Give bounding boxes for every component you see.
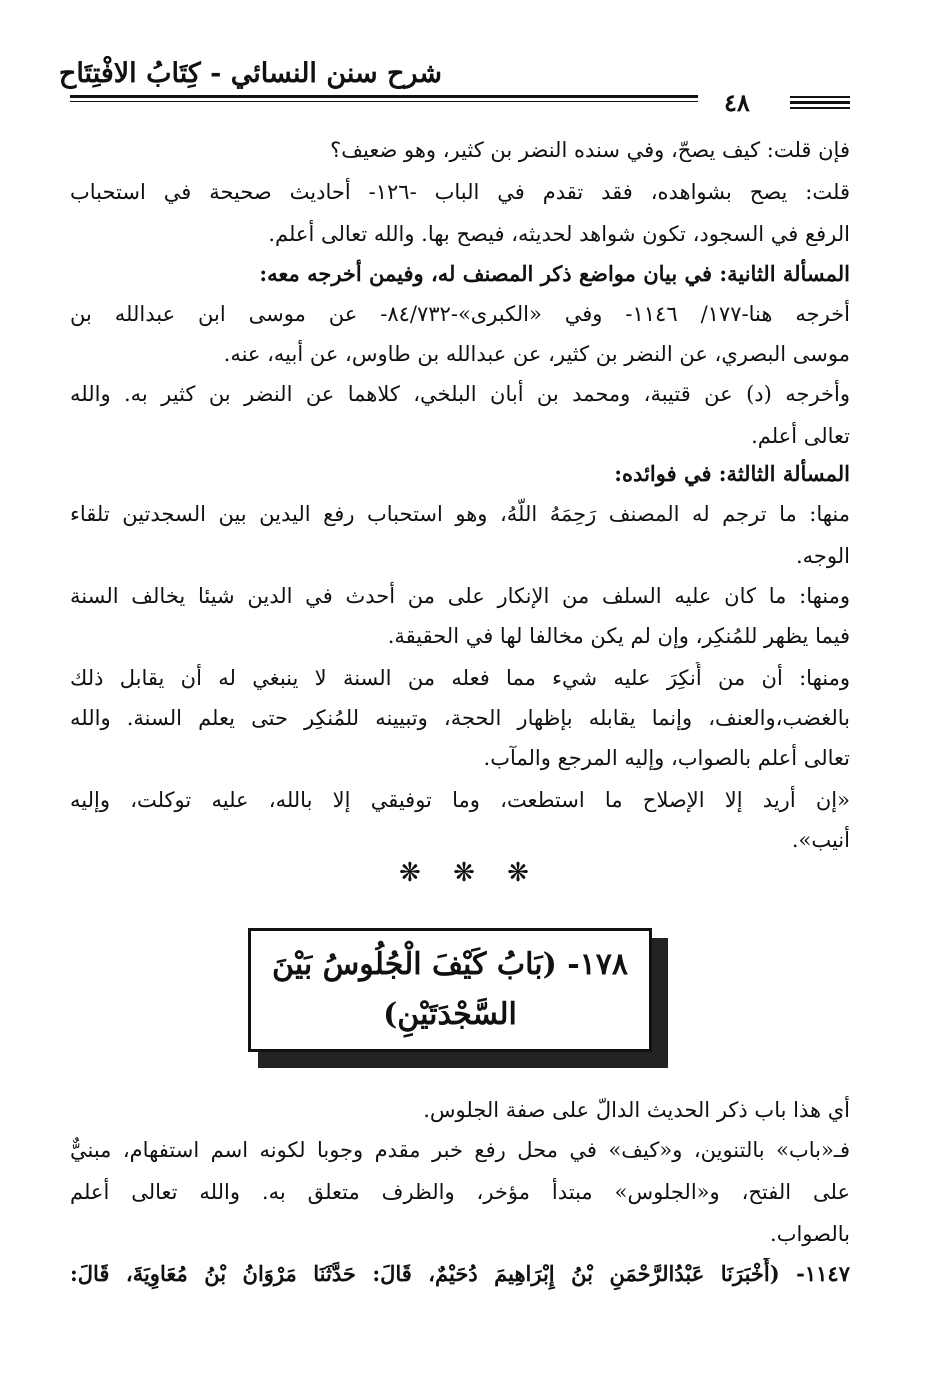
text-line: فـ«باب» بالتنوين، و«كيف» في محل رفع خبر مقدم وجوبا لكونه اسم استفهام، مبنيٌّ — [70, 1138, 850, 1162]
chapter-title-line-2: السَّجْدَتَيْنِ) — [383, 997, 517, 1032]
section-heading: المسألة الثانية: في بيان مواضع ذكر المصنف له، وفيمن أخرجه معه: — [259, 261, 850, 286]
header-rule-thin — [70, 101, 698, 102]
page-number-rule-1 — [790, 96, 850, 98]
text-line: موسى البصري، عن النضر بن كثير، عن عبدالله بن طاوس، عن أبيه، عنه. — [223, 342, 850, 366]
text-line: أي هذا باب ذكر الحديث الدالّ على صفة الجلوس. — [423, 1098, 850, 1122]
page-number-rule-2 — [790, 101, 850, 104]
chapter-title-line-1: ١٧٨- (بَابُ كَيْفَ الْجُلُوسُ بَيْنَ — [271, 947, 629, 982]
text-line: بالصواب. — [770, 1222, 850, 1246]
chapter-title-box — [248, 928, 652, 1052]
text-line: «إن أريد إلا الإصلاح ما استطعت، وما توفيقي إلا بالله، عليه توكلت، وإليه — [70, 788, 850, 812]
text-line: الرفع في السجود، تكون شواهد لحديثه، فيصح بها. والله تعالى أعلم. — [268, 222, 850, 246]
section-separator: ❋ ❋ ❋ — [399, 858, 541, 888]
text-line: الوجه. — [796, 544, 850, 568]
text-line: تعالى أعلم بالصواب، وإليه المرجع والمآب. — [483, 746, 850, 770]
hadith-line: ١١٤٧- (أَخْبَرَنَا عَبْدُالرَّحْمَنِ بْنُ إِبْرَاهِيمَ دُحَيْمٌ، قَالَ: حَدَّثَنَا مَرْوَانُ بْنُ مُعَاوِيَةَ، قَالَ: — [70, 1261, 850, 1286]
text-line: بالغضب،والعنف، وإنما يقابله بإظهار الحجة، وتبيينه للمُنكِر حتى يعلم السنة. والله — [70, 706, 850, 730]
running-header-title: شرح سنن النسائي - كِتَابُ الافْتِتَاح — [58, 58, 442, 89]
text-line: فإن قلت: كيف يصحّ، وفي سنده النضر بن كثير، وهو ضعيف؟ — [330, 138, 850, 162]
header-rule-thick — [70, 95, 698, 98]
text-line: فيما يظهر للمُنكِر، وإن لم يكن مخالفا لها في الحقيقة. — [387, 624, 850, 648]
text-line: وأخرجه (د) عن قتيبة، ومحمد بن أبان البلخي، كلاهما عن النضر بن كثير به. والله — [70, 382, 850, 406]
text-line: منها: ما ترجم له المصنف رَحِمَهُ اللَّهُ، وهو استحباب رفع اليدين بين السجدتين تلقاء — [70, 502, 850, 526]
text-line: على الفتح، و«الجلوس» مبتدأ مؤخر، والظرف متعلق به. والله تعالى أعلم — [70, 1180, 850, 1204]
text-line: أخرجه هنا-١٧٧/ ١١٤٦- وفي «الكبرى»-٨٤/٧٣٢- عن موسى ابن عبدالله بن — [70, 302, 850, 326]
text-line: ومنها: ما كان عليه السلف من الإنكار على من أحدث في الدين شيئا يخالف السنة — [70, 584, 850, 608]
text-line: أنيب». — [791, 828, 850, 852]
text-line: ومنها: أن من أُنكِرَ عليه شيء مما فعله من السنة لا ينبغي له أن يقابل ذلك — [70, 666, 850, 690]
text-line: تعالى أعلم. — [751, 424, 850, 448]
text-line: قلت: يصح بشواهده، فقد تقدم في الباب -١٢٦- أحاديث صحيحة في استحباب — [70, 180, 850, 204]
page-number-rule-3 — [790, 107, 850, 109]
section-heading: المسألة الثالثة: في فوائده: — [614, 461, 850, 486]
page-number: ٤٨ — [724, 88, 750, 117]
